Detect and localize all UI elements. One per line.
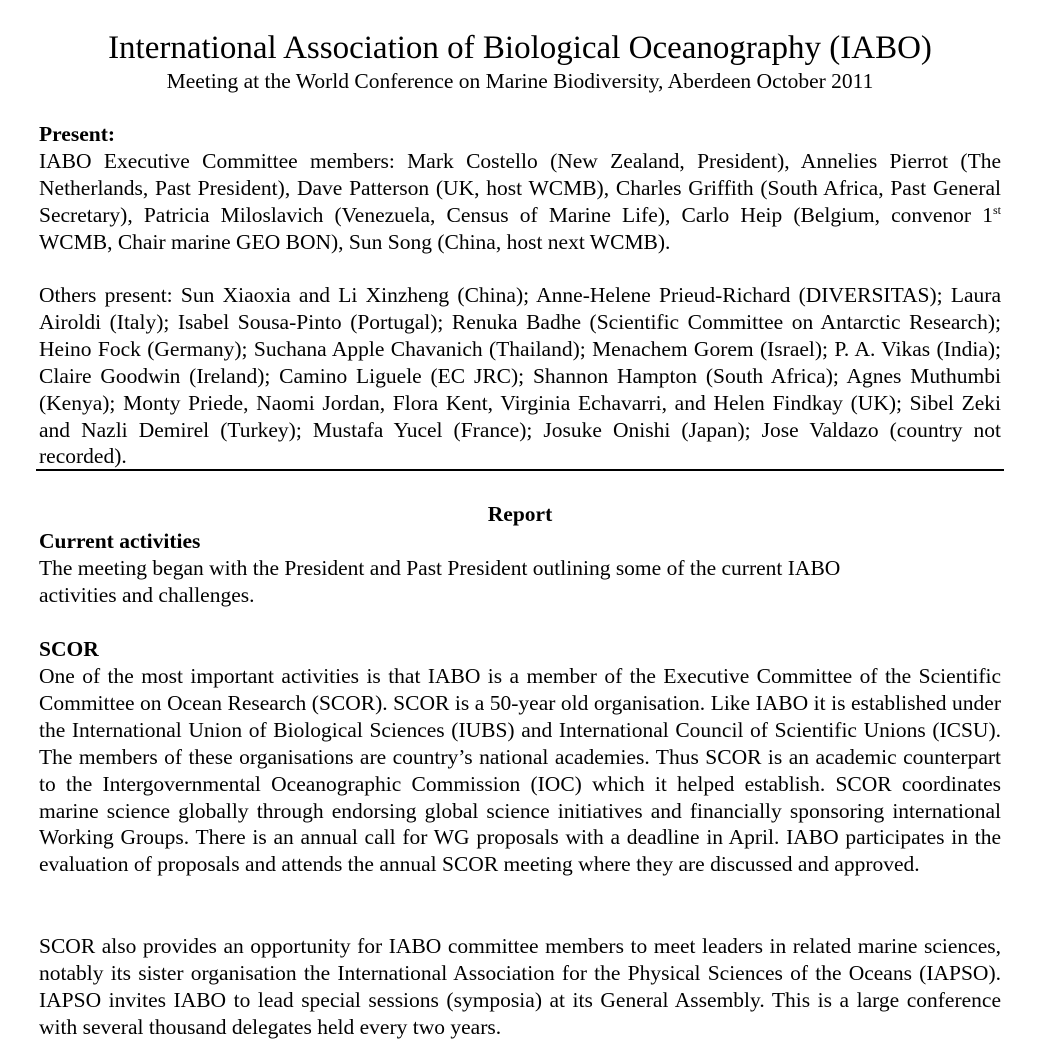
scor-paragraph-1: One of the most important activities is that IABO is a member of the Executive Committee of the Scientific Committee on Ocean Research (SCOR). SCOR is a 50-year old organisation. Like IABO it is established under the International Union of Biological Sciences (IUBS) and International Council of Scientific Unions (ICSU). The members of these organisations are country’s national academies. Thus SCOR is an academic counterpart to the Intergovernmental Oceanographic Commission (IOC) which it helped establish. SCOR coordinates marine science globally through endorsing global science initiatives and financially sponsoring international Working Groups. There is an annual call for WG proposals with a deadline in April. IABO participates in the evaluation of proposals and attends the annual SCOR meeting where they are discussed and approved.	[39, 664, 1001, 877]
ordinal-superscript: st	[992, 202, 1001, 217]
committee-members-text-continued: WCMB, Chair marine GEO BON), Sun Song (China, host next WCMB).	[39, 229, 671, 254]
document-title: International Association of Biological Oceanography (IABO)	[108, 30, 932, 66]
present-heading: Present:	[39, 122, 116, 146]
committee-members-paragraph	[39, 148, 1001, 256]
report-heading: Report	[487, 502, 553, 526]
current-activities-heading: Current activities	[39, 529, 201, 553]
committee-members-text: IABO Executive Committee members: Mark Costello (New Zealand, President), Annelies Pierrot (The Netherlands, Past President), Dave Patterson (UK, host WCMB), Charles Griffith (South Africa, Past General Secretary), Patricia Miloslavich (Venezuela, Census of Marine Life), Carlo Heip (Belgium, convenor 1	[39, 149, 1001, 227]
current-activities-paragraph: The meeting began with the President and Past President outlining some of the current IABO activities and challenges.	[39, 556, 841, 607]
scor-paragraph-2: SCOR also provides an opportunity for IABO committee members to meet leaders in related marine sciences, notably its sister organisation the International Association for the Physical Sciences of the Oceans (IAPSO). IAPSO invites IABO to lead special sessions (symposia) at its General Assembly. This is a large conference with several thousand delegates held every two years.	[39, 934, 1001, 1039]
document-subtitle: Meeting at the World Conference on Marine Biodiversity, Aberdeen October 2011	[166, 69, 874, 93]
others-present-paragraph: Others present: Sun Xiaoxia and Li Xinzheng (China); Anne-Helene Prieud-Richard (DIVERSITAS); Laura Airoldi (Italy); Isabel Sousa-Pinto (Portugal); Renuka Badhe (Scientific Committee on Antarctic Research); Heino Fock (Germany); Suchana Apple Chavanich (Thailand); Menachem Gorem (Israel); P. A. Vikas (India); Claire Goodwin (Ireland); Camino Liguele (EC JRC); Shannon Hampton (South Africa); Agnes Muthumbi (Kenya); Monty Priede, Naomi Jordan, Flora Kent, Virginia Echavarri, and Helen Findkay (UK); Sibel Zeki and Nazli Demirel (Turkey); Mustafa Yucel (France); Josuke Onishi (Japan); Jose Valdazo (country not recorded).	[39, 283, 1001, 469]
scor-heading: SCOR	[39, 637, 99, 661]
section-divider	[36, 469, 1004, 471]
